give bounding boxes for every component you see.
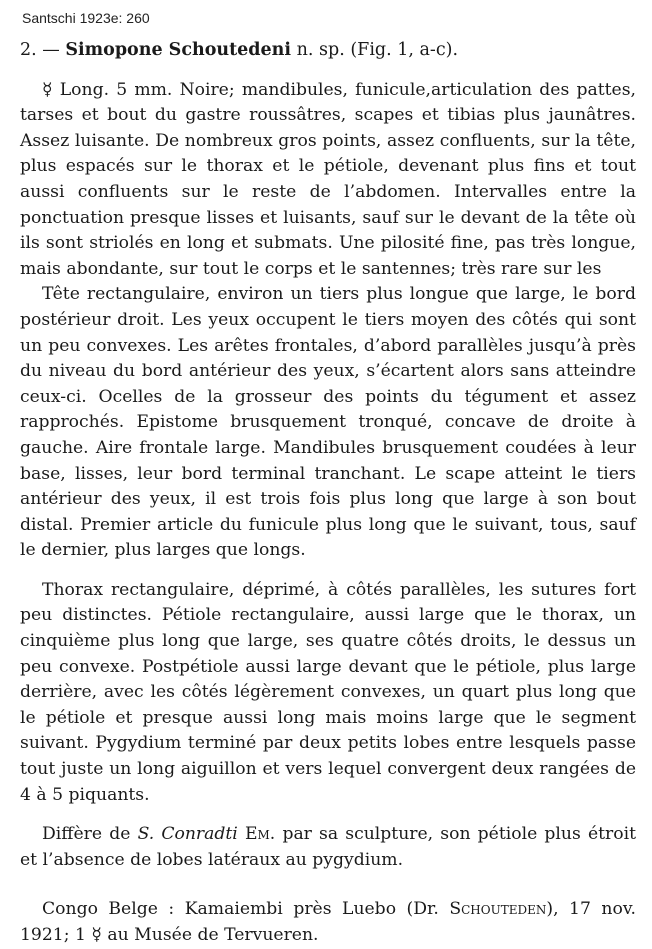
locality-start: Congo Belge : Kamaiembi près Luebo (Dr. <box>42 899 439 920</box>
page-citation: Santschi 1923e: 260 <box>22 10 150 26</box>
head-description: Tête rectangulaire, environ un tiers plus longue que large, le bord postérieur droit. Les yeux occupent le tiers moyen des côtés qui sont un peu convexes. Les arêtes frontales, d’abord parallèles jusqu’à près du niveau du bord antérieur des yeux, s’écartent alors sans atteindre ceux-ci. Ocelles de la grosseur des points du tégument et assez rapprochés. Epistome brusquement tronqué, concave de droite à gauche. Aire frontale large. Mandibules brusquement coudées à leur base, lisses, leur bord terminal tranchant. Le scape atteint le tiers antérieur des yeux, il est trois fois plus long que large à son bout distal. Premier article du funicule plus long que le suivant, tous, sauf le dernier, plus larges que longs. <box>20 284 636 561</box>
comparison-paragraph <box>20 822 636 873</box>
description-paragraph: ☿ Long. 5 mm. Noire; mandibules, funicule,articulation des pattes, tarses et bout du gastre roussâtres, scapes et tibias plus jaunâtres. Assez luisante. De nombreux gros points, assez confluents, sur la tête, plus espacés sur le thorax et le pétiole, devenant plus fins et tout aussi confluents sur le reste de l’abdomen. Intervalles entre la ponctuation presque lisses et luisants, sauf sur le devant de la tête où ils sont striolés en long et submats. Une pilosité fine, pas très longue, mais abondante, sur tout le corps et le santennes; très rare sur les <box>20 79 636 279</box>
collector-name: Schouteden <box>449 899 547 920</box>
document-page <box>20 38 636 949</box>
section-number: 2. — <box>20 40 60 60</box>
comparison-start: Diffère de <box>42 824 131 845</box>
compared-species: S. Conradti <box>137 824 238 845</box>
species-note: n. sp. (Fig. 1, a-c). <box>296 40 459 60</box>
species-name: Simopone Schoutedeni <box>65 40 292 60</box>
species-heading <box>20 38 636 64</box>
thorax-description: Thorax rectangulaire, déprimé, à côtés parallèles, les sutures fort peu distinctes. Pétiole rectangulaire, aussi large que le thorax, un cinquième plus long que large, ses quatre côtés droits, le dessus un peu convexe. Postpétiole aussi large devant que le pétiole, plus large derrière, avec les côtés légèrement convexes, un quart plus long que le pétiole et presque aussi long mais moins large que le segment suivant. Pygydium terminé par deux petits lobes entre lesquels passe tout juste un long aiguillon et vers lequel convergent deux rangées de 4 à 5 piquants. <box>20 579 636 805</box>
locality-paragraph <box>20 897 636 948</box>
comparison-end: par sa sculpture, son pétiole plus étroit et l’absence de lobes latéraux au pygydium. <box>20 824 637 870</box>
compared-author: Em. <box>244 824 276 845</box>
locality-end: ), 17 nov. 1921; 1 ☿ au Musée de Tervueren. <box>20 899 636 945</box>
